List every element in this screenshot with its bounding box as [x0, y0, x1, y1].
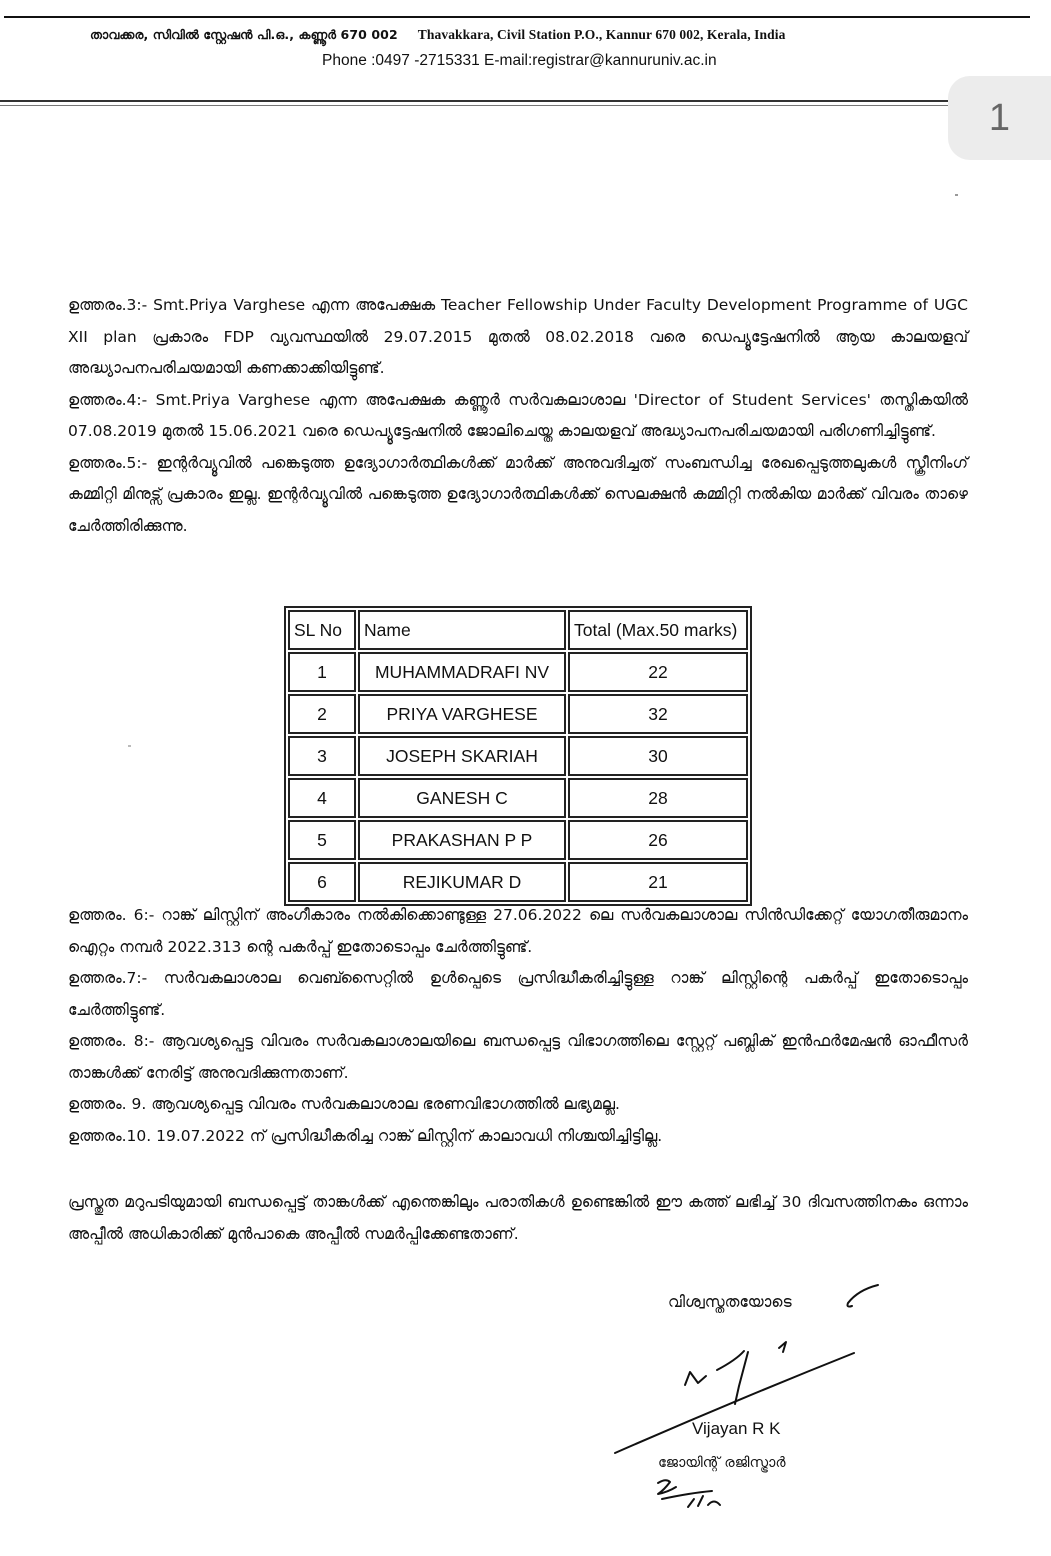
cell-sl: 4 [288, 778, 356, 818]
cell-name: JOSEPH SKARIAH [358, 736, 566, 776]
cell-total: 30 [568, 736, 748, 776]
cell-name: GANESH C [358, 778, 566, 818]
signatory-name: Vijayan R K [692, 1419, 781, 1438]
appeal-notice [68, 1187, 968, 1250]
table-row [288, 862, 748, 902]
speck [955, 194, 958, 196]
cell-total: 28 [568, 778, 748, 818]
answer-8: ഉത്തരം. 8:- ആവശ്യപ്പെട്ട വിവരം സർവകലാശാലയിലെ ബന്ധപ്പെട്ട വിഭാഗത്തിലെ സ്റ്റേറ്റ് പബ്ലിക് ഇൻഫർമേഷൻ ഓഫീസർ താങ്കൾക്ക് നേരിട്ട് അനുവദിക്കുന്നതാണ്. [68, 1032, 968, 1082]
speck [128, 745, 131, 747]
table-header-row [288, 610, 748, 650]
header-total: Total (Max.50 marks) [568, 610, 748, 650]
cell-total: 22 [568, 652, 748, 692]
cell-total: 32 [568, 694, 748, 734]
closing-salutation: വിശ്വസ്തതയോടെ [668, 1293, 792, 1311]
letterhead-address-ml: താവക്കര, സിവിൽ സ്റ്റേഷൻ പി.ഒ., കണ്ണൂർ 670 002 [90, 27, 398, 42]
header-rule-thin [0, 105, 960, 106]
table-row [288, 694, 748, 734]
answer-6: ഉത്തരം. 6:- റാങ്ക് ലിസ്റ്റിന് അംഗീകാരം നൽകിക്കൊണ്ടുള്ള 27.06.2022 ലെ സർവകലാശാല സിൻഡിക്കേറ്റ് യോഗതീരുമാനം ഐറ്റം നമ്പർ 2022.313 ന്റെ പകർപ്പ് ഇതോടൊപ്പം ചേർത്തിട്ടുണ്ട്. [68, 906, 968, 956]
cell-name: MUHAMMADRAFI NV [358, 652, 566, 692]
header-rule [0, 100, 960, 102]
answer-7: ഉത്തരം.7:- സർവകലാശാല വെബ്സൈറ്റിൽ ഉൾപ്പെടെ പ്രസിദ്ധീകരിച്ചിട്ടുള്ള റാങ്ക് ലിസ്റ്റിന്റെ പകർപ്പ് ഇതോടൊപ്പം ചേർത്തിട്ടുണ്ട്. [68, 969, 968, 1019]
cell-sl: 6 [288, 862, 356, 902]
signatory-designation: ജോയിന്റ് രജിസ്ട്രാർ [658, 1455, 786, 1471]
cell-sl: 3 [288, 736, 356, 776]
cell-total: 21 [568, 862, 748, 902]
letterhead-address [90, 27, 785, 43]
cell-name: PRIYA VARGHESE [358, 694, 566, 734]
answer-10: ഉത്തരം.10. 19.07.2022 ന് പ്രസിദ്ധീകരിച്ച റാങ്ക് ലിസ്റ്റിന് കാലാവധി നിശ്ചയിച്ചിട്ടില്ല. [68, 1126, 663, 1145]
marks-table [284, 606, 752, 906]
cell-sl: 1 [288, 652, 356, 692]
cell-name: REJIKUMAR D [358, 862, 566, 902]
answers-block-bottom [68, 900, 968, 1152]
page-number-badge: 1 [948, 76, 1051, 160]
answer-4: ഉത്തരം.4:- Smt.Priya Varghese എന്ന അപേക്ഷക കണ്ണൂർ സർവകലാശാല 'Director of Student Services' തസ്തികയിൽ 07.08.2019 മുതൽ 15.06.2021 വരെ ഡെപ്യൂട്ടേഷനിൽ ജോലിചെയ്ത കാലയളവ് അദ്ധ്യാപനപരിചയമായി പരിഗണിച്ചിട്ടുണ്ട്. [68, 390, 968, 440]
cell-sl: 2 [288, 694, 356, 734]
table-row [288, 820, 748, 860]
letterhead-address-en: Thavakkara, Civil Station P.O., Kannur 670 002, Kerala, India [417, 27, 786, 42]
answer-5: ഉത്തരം.5:- ഇന്റർവ്യൂവിൽ പങ്കെടുത്ത ഉദ്യോഗാർത്ഥികൾക്ക് മാർക്ക് അനുവദിച്ചത് സംബന്ധിച്ച രേഖപ്പെടുത്തലുകൾ സ്ക്രീനിംഗ് കമ്മിറ്റി മിനുട്സ് പ്രകാരം ഇല്ല. ഇന്റർവ്യൂവിൽ പങ്കെടുത്ത ഉദ്യോഗാർത്ഥികൾക്ക് സെലക്ഷൻ കമ്മിറ്റി നൽകിയ മാർക്ക് വിവരം താഴെ ചേർത്തിരിക്കുന്നു. [68, 453, 968, 535]
cell-sl: 5 [288, 820, 356, 860]
letterhead-contact: Phone :0497 -2715331 E-mail:registrar@kannuruniv.ac.in [322, 52, 717, 69]
table-row [288, 652, 748, 692]
cell-name: PRAKASHAN P P [358, 820, 566, 860]
header-sl-no: SL No [288, 610, 356, 650]
cell-total: 26 [568, 820, 748, 860]
table-row [288, 736, 748, 776]
table-row [288, 778, 748, 818]
answer-9: ഉത്തരം. 9. ആവശ്യപ്പെട്ട വിവരം സർവകലാശാല ഭരണവിഭാഗത്തിൽ ലഭ്യമല്ല. [68, 1095, 620, 1113]
answers-block-top [68, 290, 968, 542]
appeal-text: പ്രസ്തുത മറുപടിയുമായി ബന്ധപ്പെട്ട് താങ്കൾക്ക് എന്തെങ്കിലും പരാതികൾ ഉണ്ടെങ്കിൽ ഈ കത്ത് ലഭിച്ച് 30 ദിവസത്തിനകം ഒന്നാം അപ്പീൽ അധികാരിക്ക് മുൻപാകെ അപ്പീൽ സമർപ്പിക്കേണ്ടതാണ്. [68, 1193, 968, 1243]
top-rule [4, 16, 1030, 18]
answer-3: ഉത്തരം.3:- Smt.Priya Varghese എന്ന അപേക്ഷക Teacher Fellowship Under Faculty Development Programme of UGC XII plan പ്രകാരം FDP വ്യവസ്ഥയിൽ 29.07.2015 മുതൽ 08.02.2018 വരെ ഡെപ്യൂട്ടേഷനിൽ ആയ കാലയളവ് അദ്ധ്യാപനപരിചയമായി കണക്കാക്കിയിട്ടുണ്ട്. [68, 296, 968, 377]
header-name: Name [358, 610, 566, 650]
